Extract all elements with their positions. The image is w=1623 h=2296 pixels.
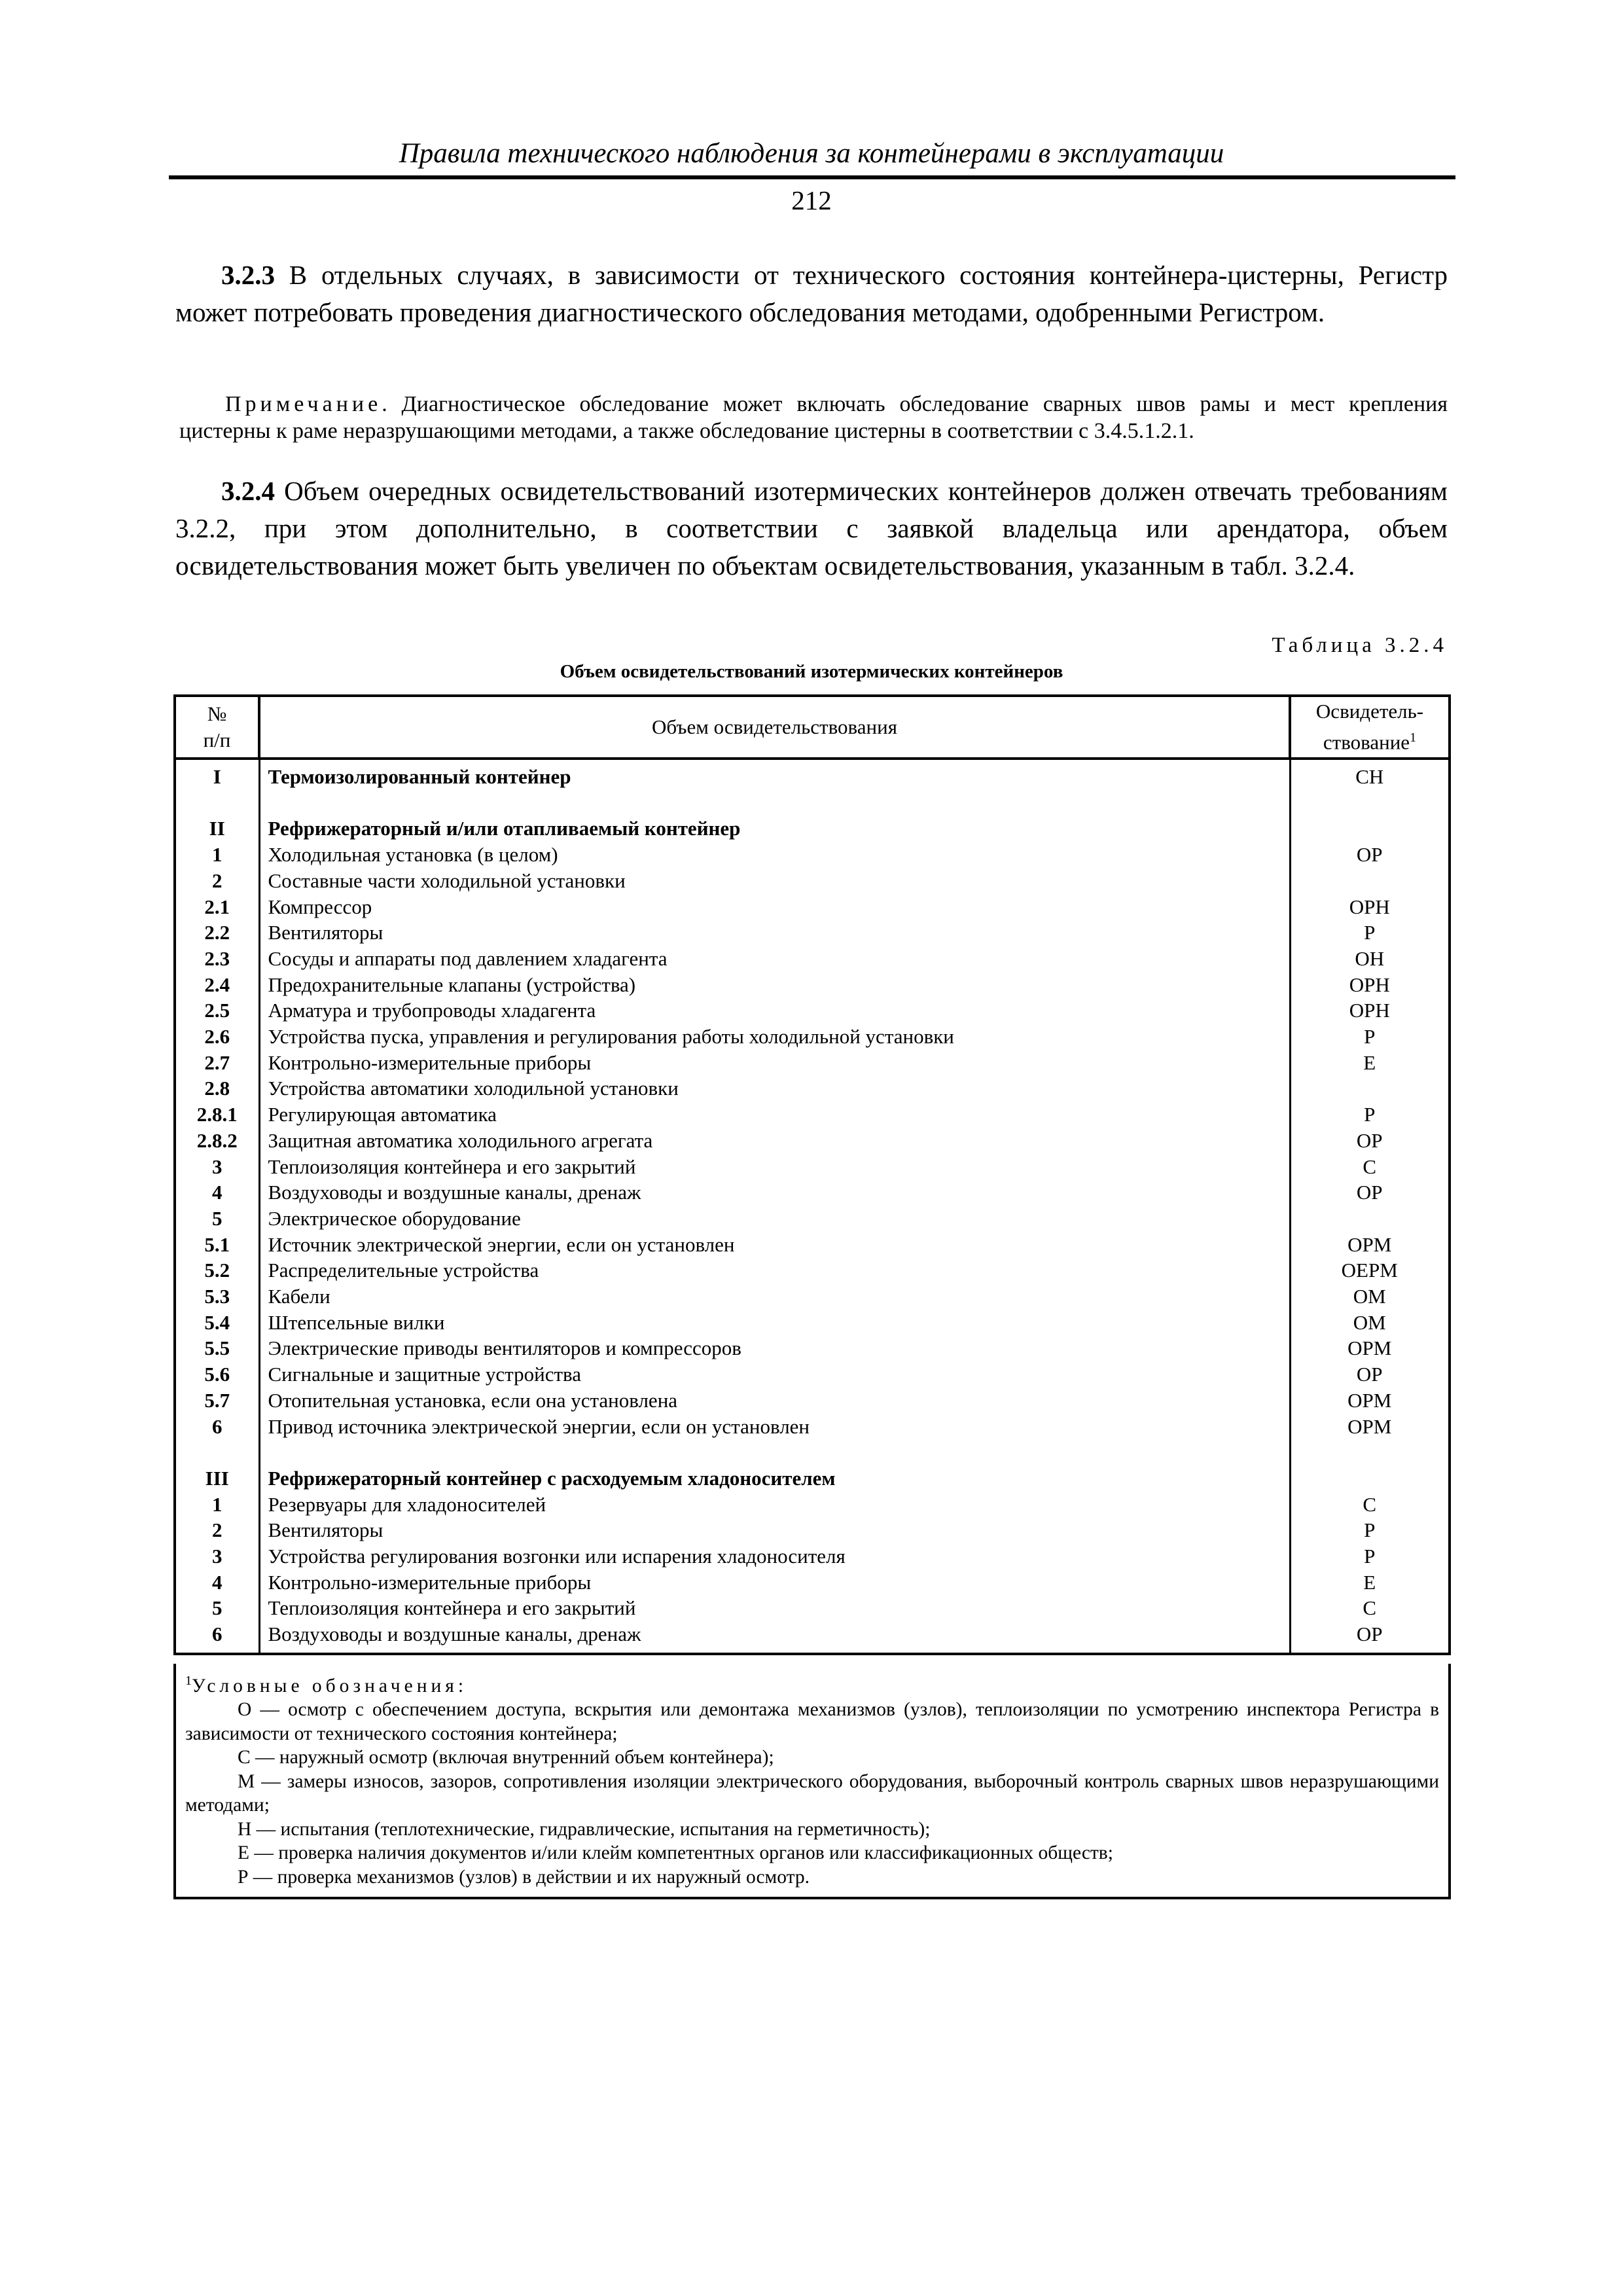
table-body [175, 759, 1450, 1654]
row-number: 2.4 [175, 972, 259, 998]
row-survey [1290, 1075, 1450, 1102]
row-survey: Р [1290, 1102, 1450, 1128]
row-object: Составные части холодильной установки [268, 869, 626, 892]
row-object: Устройства автоматики холодильной установки [268, 1077, 679, 1100]
row-number: 5.7 [175, 1388, 259, 1414]
row-object: Рефрижераторный и/или отапливаемый контейнер [268, 817, 741, 840]
row-survey: ОРМ [1290, 1388, 1450, 1414]
row-survey: ОРМ [1290, 1232, 1450, 1258]
row-object: Регулирующая автоматика [268, 1103, 497, 1126]
table-title: Объем освидетельствований изотермических контейнеров [560, 661, 1063, 682]
survey-scope-table [173, 694, 1451, 1655]
table-row [175, 1361, 1450, 1388]
row-number: 5.1 [175, 1232, 259, 1258]
row-object: Привод источника электрической энергии, если он установлен [268, 1414, 810, 1438]
table-row [175, 946, 1450, 972]
paragraph-3-2-4 [175, 473, 1448, 584]
row-survey: ОР [1290, 1361, 1450, 1388]
row-object: Защитная автоматика холодильного агрегата [268, 1128, 653, 1152]
row-number: 5.2 [175, 1257, 259, 1283]
table-row [175, 1570, 1450, 1596]
row-object: Арматура и трубопроводы хладагента [268, 999, 596, 1022]
row-survey: Р [1290, 1543, 1450, 1570]
table-row [175, 1492, 1450, 1518]
row-survey: ОРМ [1290, 1335, 1450, 1361]
row-object: Компрессор [268, 895, 372, 918]
row-number: 5.5 [175, 1335, 259, 1361]
legend-items [185, 1698, 1439, 1889]
row-number: II [175, 816, 259, 842]
row-number: 2.6 [175, 1024, 259, 1050]
page-number: 212 [791, 185, 832, 215]
row-object: Отопительная установка, если она установлена [268, 1388, 678, 1412]
table-row [175, 997, 1450, 1024]
row-object: Штепсельные вилки [268, 1310, 445, 1334]
row-object: Распределительные устройства [268, 1259, 539, 1282]
row-number: I [175, 759, 259, 790]
note-text: . Диагностическое обследование может включать обследование сварных швов рамы и мест крепления цистерны к раме неразрушающими методами, а также обследование цистерны в соответствии с 3.4.5.1.2.1. [179, 392, 1448, 443]
paragraph-number: 3.2.4 [221, 476, 275, 506]
row-survey: ОР [1290, 842, 1450, 868]
row-object: Резервуары для хладоносителей [268, 1492, 546, 1516]
table-row [175, 1335, 1450, 1361]
table-row [175, 1128, 1450, 1154]
row-survey: СН [1290, 759, 1450, 790]
row-number: 2.7 [175, 1050, 259, 1076]
legend-item: С — наружный осмотр (включая внутренний объем контейнера); [238, 1747, 774, 1768]
table-row [175, 868, 1450, 894]
row-object: Термоизолированный контейнер [268, 765, 571, 788]
row-object: Воздуховоды и воздушные каналы, дренаж [268, 1181, 641, 1204]
table-row [175, 1075, 1450, 1102]
legend-title: $^1$Условные обозначения: [185, 1674, 468, 1696]
header-rule [169, 175, 1455, 179]
row-survey: С [1290, 1154, 1450, 1180]
table-legend [173, 1664, 1451, 1899]
table-row [175, 1283, 1450, 1310]
legend-item: М — замеры износов, зазоров, сопротивления изоляции электрического оборудования, выборочный контроль сварных швов неразрушающими методами; [185, 1770, 1439, 1816]
row-survey: ОР [1290, 1128, 1450, 1154]
row-number: 1 [175, 1492, 259, 1518]
table-row [175, 1024, 1450, 1050]
paragraph-text: В отдельных случаях, в зависимости от технического состояния контейнера-цистерны, Регистр может потребовать проведения диагностического обследования методами, одобренными Регистром. [175, 260, 1448, 327]
row-survey: Р [1290, 1024, 1450, 1050]
row-number: 2.2 [175, 920, 259, 946]
table-row [175, 1310, 1450, 1336]
row-number: 2 [175, 1517, 259, 1543]
table-row [175, 1257, 1450, 1283]
row-number: 2.3 [175, 946, 259, 972]
row-object: Кабели [268, 1285, 330, 1308]
paragraph-3-2-3 [175, 257, 1448, 331]
row-survey [1290, 1206, 1450, 1232]
header-num: № п/п [175, 696, 259, 759]
row-survey: Р [1290, 1517, 1450, 1543]
row-number: 2.8.2 [175, 1128, 259, 1154]
row-number: 3 [175, 1543, 259, 1570]
row-object: Рефрижераторный контейнер с расходуемым хладоносителем [268, 1466, 836, 1490]
table-row [175, 1050, 1450, 1076]
table-header-row [175, 696, 1450, 759]
row-object: Устройства регулирования возгонки или испарения хладоносителя [268, 1545, 846, 1568]
row-number: 5 [175, 1595, 259, 1621]
row-survey: ОР [1290, 1179, 1450, 1206]
table-row [175, 1465, 1450, 1492]
legend-item: Р — проверка механизмов (узлов) в действии и их наружный осмотр. [238, 1866, 810, 1888]
row-survey: ОМ [1290, 1310, 1450, 1336]
row-object: Воздуховоды и воздушные каналы, дренаж [259, 1621, 1290, 1654]
running-header: Правила технического наблюдения за контейнерами в эксплуатации [399, 138, 1224, 169]
row-survey: ОРМ [1290, 1414, 1450, 1440]
row-number: 5.4 [175, 1310, 259, 1336]
row-number: 1 [175, 842, 259, 868]
table-row [175, 1517, 1450, 1543]
row-object: Электрические приводы вентиляторов и компрессоров [268, 1336, 741, 1360]
row-number: 5.6 [175, 1361, 259, 1388]
row-number: 2 [175, 868, 259, 894]
row-survey: Е [1290, 1050, 1450, 1076]
row-object: Электрическое оборудование [268, 1206, 521, 1230]
row-survey: ОЕРМ [1290, 1257, 1450, 1283]
row-object: Холодильная установка (в целом) [268, 843, 558, 867]
table-row [175, 1595, 1450, 1621]
table-row [175, 1543, 1450, 1570]
row-survey [1290, 868, 1450, 894]
row-survey: С [1290, 1492, 1450, 1518]
row-survey: Р [1290, 920, 1450, 946]
table-row [175, 759, 1450, 790]
row-survey: Е [1290, 1570, 1450, 1596]
table-spacer-row [175, 790, 1450, 816]
table-spacer-row [175, 1439, 1450, 1465]
row-object: Источник электрической энергии, если он установлен [268, 1232, 735, 1256]
row-number: 2.1 [175, 894, 259, 920]
row-number: 2.8 [175, 1075, 259, 1102]
table-row [175, 920, 1450, 946]
row-number: 6 [175, 1621, 259, 1654]
table-row [175, 1179, 1450, 1206]
row-object: Сигнальные и защитные устройства [268, 1363, 581, 1386]
row-survey: ОН [1290, 946, 1450, 972]
table-row [175, 816, 1450, 842]
header-survey: Освидетель- ствование$^1$ [1290, 696, 1450, 759]
row-object: Вентиляторы [268, 921, 383, 944]
row-object: Устройства пуска, управления и регулирования работы холодильной установки [268, 1025, 954, 1049]
row-object: Контрольно-измерительные приборы [268, 1050, 592, 1074]
row-number: 2.5 [175, 997, 259, 1024]
table-row [175, 1102, 1450, 1128]
row-survey: С [1290, 1595, 1450, 1621]
row-survey [1290, 816, 1450, 842]
row-object: Вентиляторы [268, 1518, 383, 1542]
table-row [175, 842, 1450, 868]
row-number: 3 [175, 1154, 259, 1180]
row-object: Предохранительные клапаны (устройства) [268, 973, 636, 996]
row-object: Теплоизоляция контейнера и его закрытий [268, 1596, 636, 1620]
table-row [175, 1232, 1450, 1258]
note-label: Примечание [225, 392, 382, 416]
row-object: Теплоизоляция контейнера и его закрытий [268, 1155, 636, 1178]
paragraph-number: 3.2.3 [221, 260, 275, 290]
legend-item: О — осмотр с обеспечением доступа, вскрытия или демонтажа механизмов (узлов), теплоизоляции по усмотрению инспектора Регистра в зависимости от технического состояния контейнера; [185, 1699, 1439, 1744]
row-survey: ОРН [1290, 972, 1450, 998]
table-row [175, 1154, 1450, 1180]
row-number: 5 [175, 1206, 259, 1232]
row-object: Сосуды и аппараты под давлением хладагента [268, 946, 668, 970]
table-row [175, 1621, 1450, 1654]
row-survey: ОР [1290, 1621, 1450, 1654]
row-number: 4 [175, 1179, 259, 1206]
row-number: 6 [175, 1414, 259, 1440]
legend-item: Н — испытания (теплотехнические, гидравлические, испытания на герметичность); [238, 1818, 931, 1840]
row-number: 5.3 [175, 1283, 259, 1310]
legend-item: Е — проверка наличия документов и/или клейм компетентных органов или классификационных обществ; [238, 1842, 1113, 1864]
row-survey: ОМ [1290, 1283, 1450, 1310]
table-row [175, 1206, 1450, 1232]
table-row [175, 1388, 1450, 1414]
table-row [175, 894, 1450, 920]
paragraph-text: Объем очередных освидетельствований изотермических контейнеров должен отвечать требованиям 3.2.2, при этом дополнительно, в соответствии с заявкой владельца или арендатора, объем освидетельствования может быть увеличен по объектам освидетельствования, указанным в табл. 3.2.4. [175, 476, 1448, 581]
table-row [175, 972, 1450, 998]
row-survey: ОРН [1290, 997, 1450, 1024]
table-label: Таблица 3.2.4 [1272, 634, 1448, 657]
header-object: Объем освидетельствования [259, 696, 1290, 759]
row-survey: ОРН [1290, 894, 1450, 920]
row-survey [1290, 1465, 1450, 1492]
row-object: Контрольно-измерительные приборы [268, 1570, 592, 1594]
row-number: 4 [175, 1570, 259, 1596]
note-paragraph [179, 391, 1448, 444]
table-row [175, 1414, 1450, 1440]
row-number: III [175, 1465, 259, 1492]
row-number: 2.8.1 [175, 1102, 259, 1128]
